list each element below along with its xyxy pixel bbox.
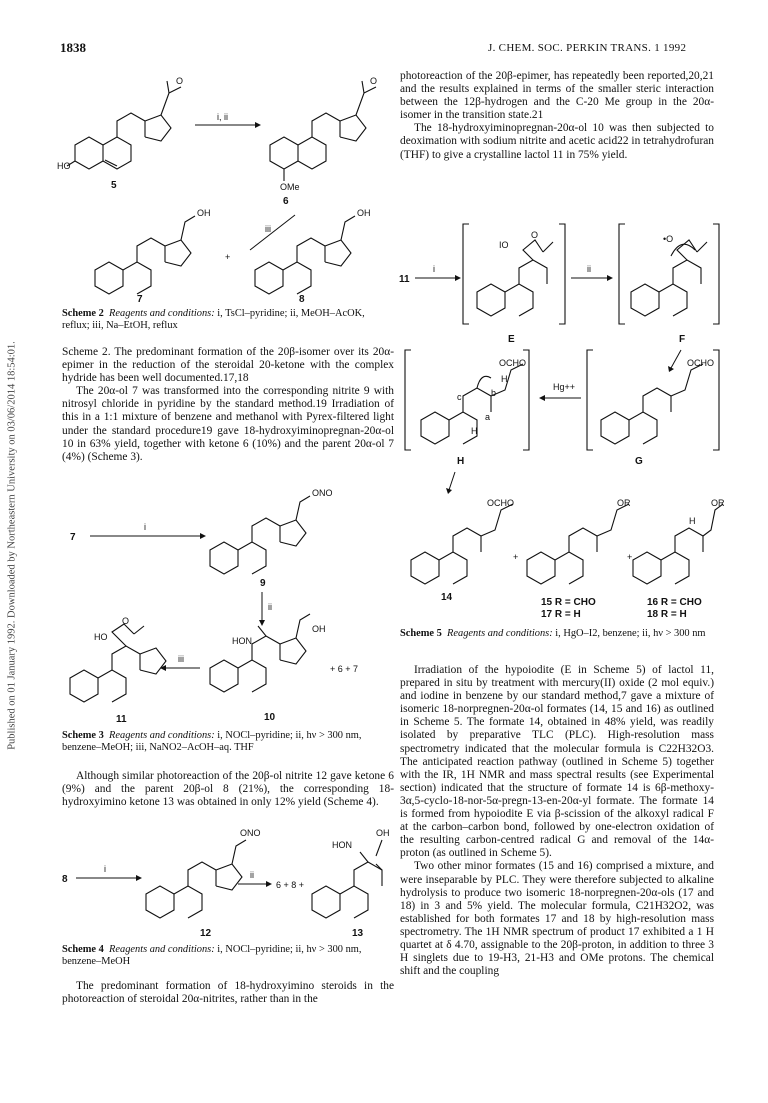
compound-11-label: 11 xyxy=(116,714,127,725)
o-label: O xyxy=(122,616,130,626)
plus-sign: + xyxy=(225,252,231,262)
scheme-2-caption-label: Reagents and conditions: xyxy=(109,308,215,319)
scheme-5-caption-title: Scheme 5 xyxy=(400,628,442,639)
right-text-block-1 xyxy=(400,70,714,162)
steroid-6 xyxy=(270,81,376,181)
steroid-9 xyxy=(210,496,310,574)
ono-label: ONO xyxy=(312,488,333,498)
paragraph: photoreaction of the 20β-epimer, has repeatedly been reported,20,21 and the results explained in terms of the smaller steric interaction between the 12β-hydrogen and the C-20 Me group in the 20α-isomer in the transition state.21 xyxy=(400,70,714,122)
reagent-ii-label: ii xyxy=(268,602,272,612)
compound-17-label: 17 R = H xyxy=(541,609,581,620)
paragraph: The 20α-ol 7 was transformed into the corresponding nitrite 9 with nitrosyl chloride in pyridine by the standard method.19 Irradiation of this in a 1:1 mixture of benzene and methanol with Pyrex-filtered light under the standard procedure19 gave 18-hydroxyiminopregnan-20α-ol 10 in 63% yield, together with ketone 6 (10%) and the parent 20α-ol 7 (4%) (Scheme 3). xyxy=(62,385,394,463)
page-number: 1838 xyxy=(60,40,86,55)
steroid-12 xyxy=(146,840,246,918)
formate-14 xyxy=(411,504,513,584)
compound-16-label: 16 R = CHO xyxy=(647,597,702,608)
ocho-label-14: OCHO xyxy=(487,498,514,508)
scheme-5-caption-rest: i, HgO–I2, benzene; ii, hν > 300 nm xyxy=(552,628,706,639)
radical-o-label: •O xyxy=(663,234,674,244)
compound-10-label: 10 xyxy=(264,712,276,723)
right-text-block-2 xyxy=(400,664,714,978)
io-label: IO xyxy=(499,240,509,250)
scheme-2-figure xyxy=(55,70,385,305)
scheme-2-caption-rest: i, TsCl–pyridine; ii, MeOH–AcOK, reflux; iii, Na–EtOH, reflux xyxy=(62,308,365,331)
scheme-2-caption xyxy=(62,308,392,332)
paragraph: Two other minor formates (15 and 16) comprised a mixture, and were inseparable by PLC. They were therefore subjected to alkaline hydrolysis to produce two isomeric 18-norpregnen-20α-ols (17 and 18) in 3 and 5% yield. The molecular formula, C21H32O2, was established for both formates 17 and 18 by high-resolution mass spectrometry. The 1H NMR spectrum of product 17 exhibited a 1 H quartet at δ 4.70, assignable to the 20β-proton, in addition to three 3 H singlets due to 19-H3, 21-H3 and OMe protons. The chemical shift and the coupling xyxy=(400,860,714,978)
h-label-16: H xyxy=(689,516,696,526)
ho-label: HO xyxy=(94,632,108,642)
paragraph: Scheme 2. The predominant formation of the 20β-isomer over its 20α-epimer in the reduction of the steroidal 20-ketone with the complex hydride has been well documented.17,18 xyxy=(62,346,394,385)
reagent-iii-label: iii xyxy=(265,224,271,234)
compound-11-label: 11 xyxy=(399,274,410,285)
compound-9-label: 9 xyxy=(260,578,266,589)
plus-sign-2: + xyxy=(627,552,633,562)
paragraph: The predominant formation of 18-hydroxyimino steroids in the photoreaction of steroidal 20α-nitrites, rather than in the xyxy=(62,980,394,1006)
scheme-4-figure xyxy=(60,826,390,939)
hon-label: HON xyxy=(332,840,352,850)
scheme-3-caption-label: Reagents and conditions: xyxy=(109,730,215,741)
scheme-4-caption-label: Reagents and conditions: xyxy=(109,944,215,955)
formate-16 xyxy=(633,504,723,584)
a-label: a xyxy=(485,412,491,422)
hon-label: HON xyxy=(232,636,252,646)
reagent-iii-label: iii xyxy=(178,654,184,664)
reagent-ii-label: ii xyxy=(587,264,591,274)
byproducts-label: + 6 + 7 xyxy=(330,664,359,674)
intermediate-H-label: H xyxy=(457,456,465,467)
ketone-o-label: O xyxy=(176,76,184,86)
steroid-10 xyxy=(210,614,310,692)
scheme-3-figure xyxy=(60,488,390,725)
b-label: b xyxy=(491,388,497,398)
ocho-label-H: OCHO xyxy=(499,358,526,368)
or-label-15: OR xyxy=(617,498,631,508)
scheme-4-caption-title: Scheme 4 xyxy=(62,944,104,955)
ome-label: OMe xyxy=(280,182,300,192)
left-text-block-3 xyxy=(62,980,394,1006)
reagent-i-label: i xyxy=(433,264,435,274)
reagent-ii-label: ii xyxy=(250,870,254,880)
ocho-label-G: OCHO xyxy=(687,358,714,368)
scheme-2-caption-title: Scheme 2 xyxy=(62,308,104,319)
compound-18-label: 18 R = H xyxy=(647,609,687,620)
ketone-o-label-6: O xyxy=(370,76,378,86)
ho-label: HO xyxy=(57,161,71,171)
compound-15-label: 15 R = CHO xyxy=(541,597,596,608)
intermediate-G-label: G xyxy=(635,456,643,467)
h-label-2: H xyxy=(471,426,478,436)
ono-label: ONO xyxy=(240,828,261,838)
download-notice xyxy=(2,200,18,900)
steroid-7 xyxy=(95,216,195,294)
paragraph: The 18-hydroxyiminopregnan-20α-ol 10 was then subjected to deoximation with sodium nitrite and acetic acid22 in tetrahydrofuran (THF) to give a crystalline lactol 11 in 75% yield. xyxy=(400,122,714,161)
reagent-i-ii-label: i, ii xyxy=(217,112,228,122)
steroid-13 xyxy=(312,840,382,918)
plus-sign-1: + xyxy=(513,552,519,562)
reagent-i-label: i xyxy=(104,864,106,874)
left-text-block-1 xyxy=(62,346,394,464)
compound-8-label: 8 xyxy=(299,294,305,305)
compound-13-label: 13 xyxy=(352,928,364,939)
byproducts-label: 6 + 8 + xyxy=(276,880,305,890)
oh-label: OH xyxy=(312,624,326,634)
paragraph: Although similar photoreaction of the 20β-ol nitrite 12 gave ketone 6 (9%) and the parent 20β-ol 8 (21%), the corresponding 18-hydroxyimino ketone 13 was obtained in only 12% yield (Scheme 4). xyxy=(62,770,394,809)
oh-label: OH xyxy=(376,828,390,838)
c-label: c xyxy=(457,392,462,402)
compound-6-label: 6 xyxy=(283,196,289,207)
lactol-11 xyxy=(70,624,166,702)
download-notice-text: Published on 01 January 1992. Downloaded by Northeastern University on 03/06/2014 18:54:01. xyxy=(6,341,18,750)
scheme-3-caption-title: Scheme 3 xyxy=(62,730,104,741)
or-label-16: OR xyxy=(711,498,725,508)
scheme-3-caption xyxy=(62,730,394,754)
compound-7-label: 7 xyxy=(137,294,143,305)
scheme-4-caption xyxy=(62,944,394,968)
compound-12-label: 12 xyxy=(200,928,212,939)
compound-5-label: 5 xyxy=(111,180,117,191)
intermediate-F-label: F xyxy=(679,334,686,345)
h-label-1: H xyxy=(501,374,508,384)
steroid-5 xyxy=(67,81,181,169)
paragraph: Irradiation of the hypoiodite (E in Scheme 5) of lactol 11, prepared in situ by treatment with mercury(II) oxide (2 mol equiv.) and iodine in benzene by our standard method,7 gave a mixture of isomeric 18-norpregnen-20α-ol formates (14, 15 and 16) as outlined in Scheme 5. The formate 14, obtained in 48% yield, was readily isolated by preparative TLC (PLC). High-resolution mass spectrometry indicated that the molecular formula is C22H32O3. The anticipated reaction pathway (outlined in Scheme 5) together with the IR, 1H NMR and mass spectral results (see Experimental section) indicated that the structure of formate 14 is 6β-methoxy-3α,5-cyclo-18-nor-5α-pregn-13-en-20α-yl formate. The formate 14 is formed from hypoiodite E via β-scission of the alkoxyl radical F at the carbon–carbon bond, followed by one-electron oxidation of the resulting carbon-centred radical G and removal of the 14α-proton (as outlined in Scheme 5). xyxy=(400,664,714,860)
scheme-3-caption-rest: i, NOCl–pyridine; ii, hν > 300 nm, benzene–MeOH; iii, NaNO2–AcOH–aq. THF xyxy=(62,730,362,753)
bracket-E xyxy=(463,224,565,324)
oh-label-8: OH xyxy=(357,208,371,218)
intermediate-E-label: E xyxy=(508,334,515,345)
compound-8-label: 8 xyxy=(62,874,68,885)
scheme-5-figure xyxy=(395,220,725,650)
oh-label-7: OH xyxy=(197,208,211,218)
scheme-4-caption-rest: i, NOCl–pyridine; ii, hν > 300 nm, benzene–MeOH xyxy=(62,944,362,967)
journal-header: J. CHEM. SOC. PERKIN TRANS. 1 1992 xyxy=(488,42,687,54)
left-text-block-2 xyxy=(62,770,394,809)
formate-15 xyxy=(527,504,629,584)
reagent-i-label: i xyxy=(144,522,146,532)
scheme-5-caption-label: Reagents and conditions: xyxy=(447,628,553,639)
compound-14-label: 14 xyxy=(441,592,453,603)
scheme-5-caption xyxy=(400,628,720,640)
hg-label: Hg++ xyxy=(553,382,576,392)
compound-7-label: 7 xyxy=(70,532,76,543)
o-label: O xyxy=(531,230,539,240)
